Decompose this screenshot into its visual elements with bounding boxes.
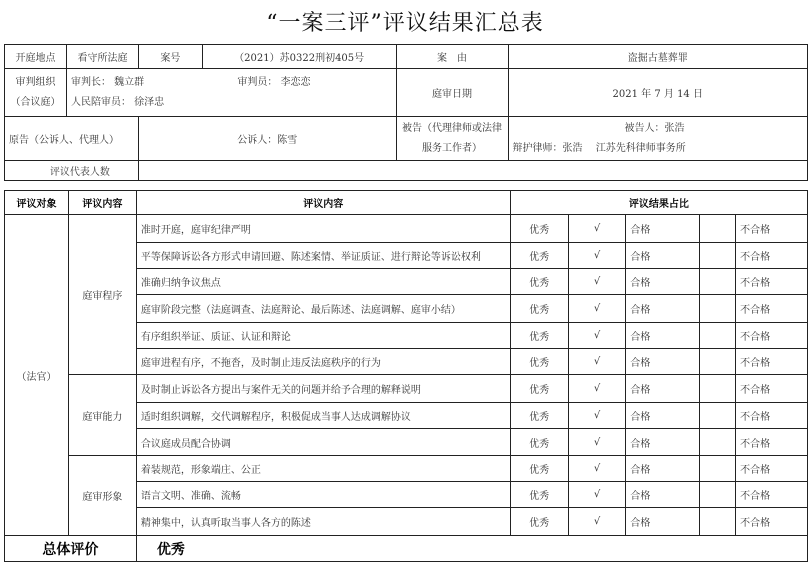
item-text: 庭审进程有序，不拖沓，及时制止违反法庭秩序的行为 (136, 349, 510, 375)
result-fail: 不合格 (736, 508, 808, 536)
item-text: 平等保障诉讼各方形式申请回避、陈述案情、举证质证、进行辩论等诉讼权利 (136, 243, 510, 269)
result-fail: 不合格 (736, 456, 808, 482)
evaluation-target: （法官） (5, 215, 69, 536)
result-excellent: 优秀 (510, 482, 568, 508)
group-name: 庭审形象 (68, 456, 136, 536)
result-blank (700, 482, 736, 508)
result-excellent: 优秀 (510, 243, 568, 269)
result-blank (700, 269, 736, 295)
judge-label: 审判员： (237, 76, 278, 88)
group-name: 庭审程序 (68, 215, 136, 375)
reviewers-label: 评议代表人数 (5, 161, 139, 181)
row-parties (5, 117, 808, 161)
result-check-mark: √ (568, 269, 626, 295)
result-check-mark: √ (568, 243, 626, 269)
row-panel (5, 69, 808, 117)
item-text: 合议庭成员配合协调 (136, 429, 510, 456)
result-excellent: 优秀 (510, 508, 568, 536)
result-fail: 不合格 (736, 295, 808, 323)
item-text: 准确归纳争议焦点 (136, 269, 510, 295)
defendant-name: 被告人：张浩 (624, 122, 685, 134)
result-blank (700, 215, 736, 243)
panel-label-line1: 审判组织 (15, 76, 56, 88)
result-blank (700, 295, 736, 323)
result-excellent: 优秀 (510, 375, 568, 403)
result-pass: 合格 (626, 482, 700, 508)
result-excellent: 优秀 (510, 429, 568, 456)
overall-row (5, 536, 808, 562)
result-excellent: 优秀 (510, 215, 568, 243)
evaluation-row (5, 215, 808, 243)
result-excellent: 优秀 (510, 349, 568, 375)
plaintiff-label: 原告（公诉人、代理人） (5, 117, 139, 161)
evaluation-row (5, 456, 808, 482)
result-excellent: 优秀 (510, 403, 568, 429)
reviewers-value (138, 161, 807, 181)
overall-label: 总体评价 (5, 536, 137, 562)
result-pass: 合格 (626, 349, 700, 375)
result-blank (700, 243, 736, 269)
item-text: 有序组织举证、质证、认证和辩论 (136, 323, 510, 349)
case-info-table (4, 44, 808, 181)
result-check-mark: √ (568, 508, 626, 536)
panel-label-line2: （合议庭） (10, 96, 61, 108)
result-fail: 不合格 (736, 215, 808, 243)
plaintiff-value: 公诉人：陈雪 (138, 117, 396, 161)
result-check-mark: √ (568, 295, 626, 323)
panel-members (66, 69, 396, 117)
result-blank (700, 375, 736, 403)
result-check-mark: √ (568, 323, 626, 349)
defendant-label-line2: 服务工作者） (422, 142, 483, 154)
result-check-mark: √ (568, 482, 626, 508)
col-content: 评议内容 (68, 191, 136, 215)
result-check-mark: √ (568, 429, 626, 456)
assessor-label: 人民陪审员： (70, 96, 131, 108)
item-text: 适时组织调解，交代调解程序，积极促成当事人达成调解协议 (136, 403, 510, 429)
result-pass: 合格 (626, 243, 700, 269)
result-pass: 合格 (626, 403, 700, 429)
date-value: 2021 年 7 月 14 日 (508, 69, 807, 117)
defendant-value (508, 117, 807, 161)
panel-line2 (71, 93, 392, 113)
result-pass: 合格 (626, 456, 700, 482)
row-reviewers (5, 161, 808, 181)
result-check-mark: √ (568, 215, 626, 243)
group-name: 庭审能力 (68, 375, 136, 456)
row-location (5, 45, 808, 69)
result-fail: 不合格 (736, 403, 808, 429)
result-fail: 不合格 (736, 375, 808, 403)
result-pass: 合格 (626, 269, 700, 295)
result-check-mark: √ (568, 456, 626, 482)
page-title: “一案三评”评议结果汇总表 (266, 11, 544, 36)
col-detail: 评议内容 (136, 191, 510, 215)
presiding-value: 魏立群 (114, 76, 145, 88)
date-label: 庭审日期 (396, 69, 508, 117)
result-excellent: 优秀 (510, 323, 568, 349)
assessor-value: 徐泽忠 (134, 96, 165, 108)
panel-label (5, 69, 67, 117)
evaluation-header-row (5, 191, 808, 215)
location-label: 开庭地点 (5, 45, 67, 69)
evaluation-row (5, 375, 808, 403)
col-target: 评议对象 (5, 191, 69, 215)
defendant-label-line1: 被告（代理律师或法律 (402, 122, 503, 134)
case-no-label: 案号 (138, 45, 202, 69)
location-value: 看守所法庭 (66, 45, 138, 69)
result-pass: 合格 (626, 323, 700, 349)
overall-value: 优秀 (136, 536, 807, 562)
result-fail: 不合格 (736, 429, 808, 456)
defendant-label (396, 117, 508, 161)
result-check-mark: √ (568, 349, 626, 375)
col-result: 评议结果占比 (510, 191, 807, 215)
result-pass: 合格 (626, 375, 700, 403)
panel-line1 (71, 73, 392, 93)
result-fail: 不合格 (736, 482, 808, 508)
item-text: 及时制止诉讼各方提出与案件无关的问题并给予合理的解释说明 (136, 375, 510, 403)
result-excellent: 优秀 (510, 295, 568, 323)
result-fail: 不合格 (736, 269, 808, 295)
result-check-mark: √ (568, 403, 626, 429)
result-pass: 合格 (626, 215, 700, 243)
result-fail: 不合格 (736, 349, 808, 375)
result-blank (700, 349, 736, 375)
result-blank (700, 508, 736, 536)
result-pass: 合格 (626, 429, 700, 456)
cause-value: 盗掘古墓葬罪 (508, 45, 807, 69)
evaluation-table (4, 190, 808, 562)
result-fail: 不合格 (736, 323, 808, 349)
result-blank (700, 429, 736, 456)
cause-label: 案 由 (396, 45, 508, 69)
judge-value: 李恋恋 (280, 76, 311, 88)
item-text: 着装规范，形象端庄、公正 (136, 456, 510, 482)
item-text: 精神集中，认真听取当事人各方的陈述 (136, 508, 510, 536)
result-check-mark: √ (568, 375, 626, 403)
result-blank (700, 403, 736, 429)
result-excellent: 优秀 (510, 269, 568, 295)
result-blank (700, 323, 736, 349)
case-no-value: （2021）苏0322刑初405号 (202, 45, 396, 69)
defense-lawyer: 辩护律师：张浩 江苏先科律师事务所 (512, 142, 686, 154)
item-text: 庭审阶段完整（法庭调查、法庭辩论、最后陈述、法庭调解、庭审小结） (136, 295, 510, 323)
presiding-label: 审判长： (70, 76, 111, 88)
item-text: 语言文明、准确、流畅 (136, 482, 510, 508)
result-blank (700, 456, 736, 482)
result-fail: 不合格 (736, 243, 808, 269)
item-text: 准时开庭，庭审纪律严明 (136, 215, 510, 243)
result-excellent: 优秀 (510, 456, 568, 482)
result-pass: 合格 (626, 295, 700, 323)
result-pass: 合格 (626, 508, 700, 536)
